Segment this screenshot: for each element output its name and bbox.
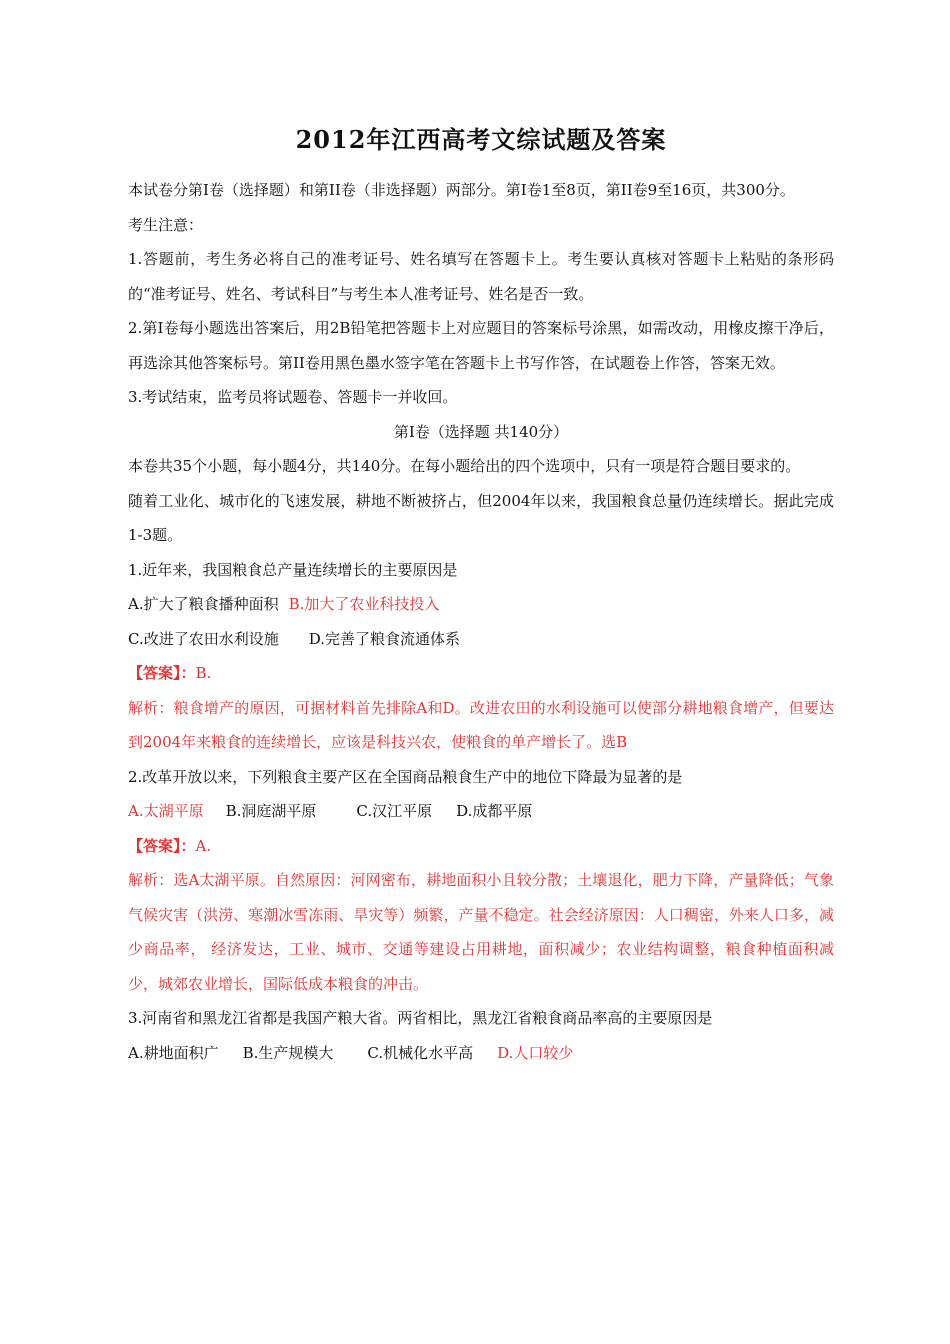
question-3-option-d: D.人口较少 — [497, 1043, 574, 1062]
exam-intro: 本试卷分第I卷（选择题）和第II卷（非选择题）两部分。第I卷1至8页，第II卷9至16页，共300分。 — [128, 181, 795, 199]
document-title: 2012年江西高考文综试题及答案 — [295, 125, 667, 154]
document-page — [128, 120, 834, 1070]
question-2-option-a: A.太湖平原 — [128, 802, 204, 820]
question-3-option-c: C.机械化水平高 — [367, 1043, 474, 1062]
question-1-option-d: D.完善了粮食流通体系 — [308, 629, 460, 648]
question-2-option-b: B.洞庭湖平原 — [225, 802, 317, 820]
question-1-answer-label: 【答案】： — [128, 664, 196, 682]
section-heading: 第I卷（选择题 共140分） — [393, 422, 569, 441]
question-2-options-row — [128, 794, 834, 829]
question-2-option-d: D.成都平原 — [456, 802, 533, 820]
question-3-option-a: A.耕地面积广 — [128, 1043, 219, 1062]
question-1-option-c: C.改进了农田水利设施 — [128, 629, 279, 648]
question-2-answer-value: A. — [195, 836, 212, 855]
notice-item-1: 1.答题前，考生务必将自己的准考证号、姓名填写在答题卡上。考生要认真核对答题卡上粘贴的条形码的“准考证号、姓名、考试科目”与考生本人准考证号、姓名是否一致。 — [128, 250, 834, 303]
question-2-answer-label: 【答案】： — [128, 836, 196, 855]
question-2-option-c: C.汉江平原 — [356, 802, 433, 820]
question-1-analysis: 解析：粮食增产的原因，可据材料首先排除A和D。改进农田的水利设施可以使部分耕地粮食增产，但要达到2004年来粮食的连续增长，应该是科技兴农，使粮食的单产增长了。选B — [128, 698, 834, 751]
question-1-options-row-1 — [128, 587, 834, 622]
question-3-options-row — [128, 1036, 834, 1071]
reading-passage: 随着工业化、城市化的飞速发展，耕地不断被挤占，但2004年以来，我国粮食总量仍连续增长。据此完成1-3题。 — [128, 491, 834, 544]
notice-item-2: 2.第I卷每小题选出答案后，用2B铅笔把答题卡上对应题目的答案标号涂黑，如需改动，用橡皮擦干净后，再选涂其他答案标号。第II卷用黑色墨水签字笔在答题卡上书写作答，在试题卷上作答，答案无效。 — [128, 319, 834, 372]
question-1-stem: 1.近年来，我国粮食总产量连续增长的主要原因是 — [128, 560, 458, 579]
notice-heading: 考生注意： — [128, 215, 204, 234]
question-2-analysis: 解析：选A太湖平原。自然原因：河网密布，耕地面积小且较分散；土壤退化，肥力下降，产量降低；气象气候灾害（洪涝、寒潮冰雪冻雨、旱灾等）频繁，产量不稳定。社会经济原因：人口稠密，外来人口多，减少商品率， 经济发达，工业、城市、交通等建设占用耕地，面积减少；农业结构调整，粮食种植面积减少，城郊农业增长，国际低成本粮食的冲击。 — [128, 871, 834, 993]
question-3-stem: 3.河南省和黑龙江省都是我国产粮大省。两省相比，黑龙江省粮食商品率高的主要原因是 — [128, 1009, 713, 1027]
question-1-answer-value: B. — [195, 664, 212, 682]
question-1-option-b: B.加大了农业科技投入 — [288, 595, 440, 613]
question-1-options-row-2 — [128, 622, 834, 657]
question-1-option-a: A.扩大了粮食播种面积 — [128, 595, 279, 613]
question-3-option-b: B.生产规模大 — [242, 1043, 334, 1062]
notice-item-3: 3.考试结束，监考员将试题卷、答题卡一并收回。 — [128, 388, 458, 406]
question-1-answer — [128, 656, 834, 691]
question-2-answer — [128, 829, 834, 864]
section-description: 本卷共35个小题，每小题4分，共140分。在每小题给出的四个选项中，只有一项是符合题目要求的。 — [128, 457, 801, 475]
question-2-stem: 2.改革开放以来，下列粮食主要产区在全国商品粮食生产中的地位下降最为显著的是 — [128, 767, 683, 786]
